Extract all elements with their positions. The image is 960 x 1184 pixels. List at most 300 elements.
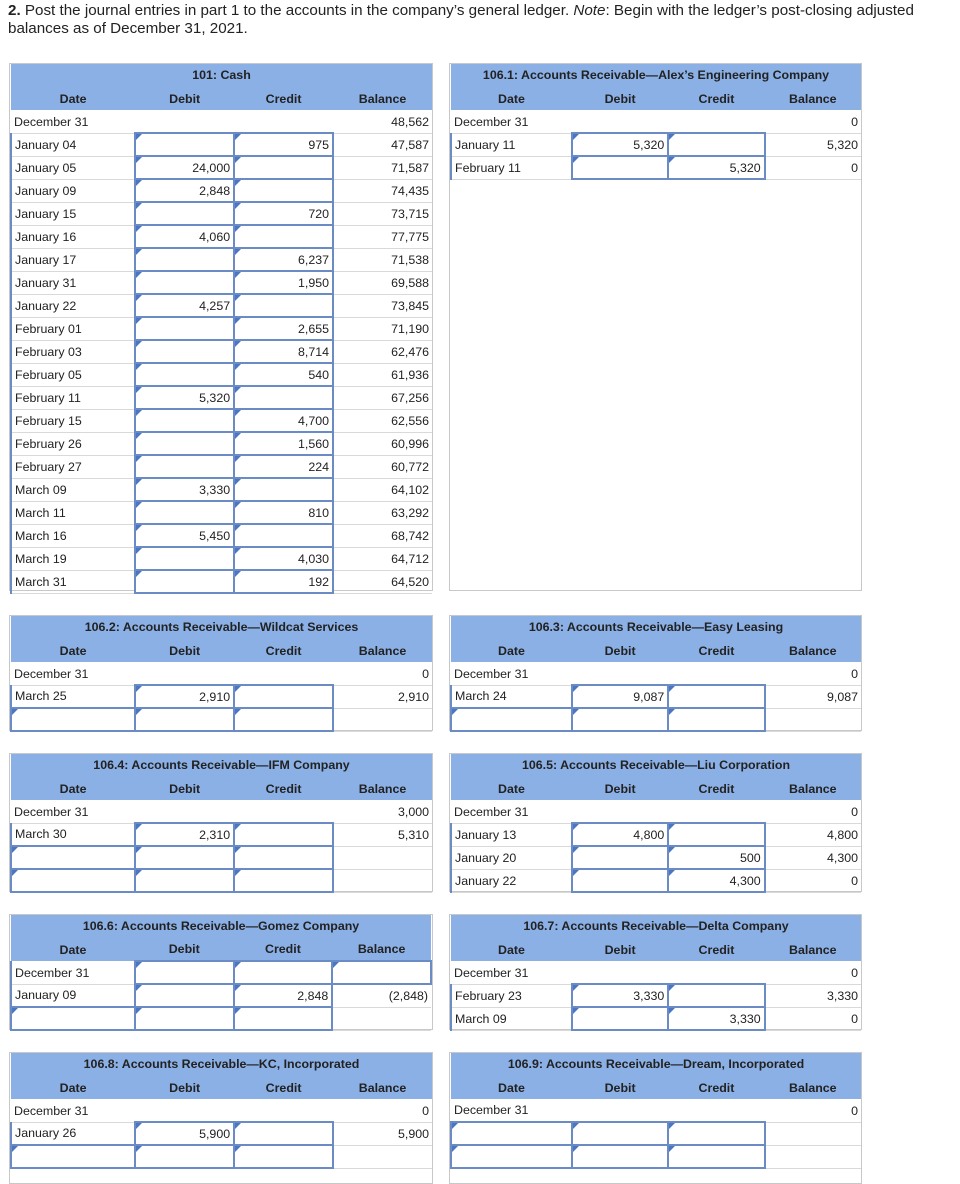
credit-cell[interactable]	[234, 1122, 333, 1145]
debit-cell	[135, 110, 234, 133]
credit-cell[interactable]	[234, 156, 333, 179]
balance-cell: 0	[765, 1099, 861, 1122]
debit-cell	[572, 1099, 668, 1122]
debit-cell[interactable]: 5,320	[135, 386, 234, 409]
question-number: 2.	[8, 2, 21, 19]
column-header-debit: Debit	[572, 639, 668, 662]
ledger-row	[11, 984, 431, 1007]
credit-cell[interactable]	[234, 869, 333, 892]
date-cell[interactable]: February 27	[11, 455, 135, 478]
credit-cell[interactable]: 810	[234, 501, 333, 524]
credit-cell[interactable]	[234, 685, 333, 708]
balance-cell: 71,538	[333, 248, 432, 271]
date-cell[interactable]	[11, 869, 135, 892]
credit-cell[interactable]	[668, 1122, 764, 1145]
date-cell[interactable]: January 20	[451, 846, 572, 869]
date-cell[interactable]: January 04	[11, 133, 135, 156]
ledger-row	[11, 478, 432, 501]
balance-cell: 0	[765, 156, 861, 179]
credit-cell[interactable]	[668, 708, 764, 731]
instruction-note-text: : Begin with the ledger’s post-closing adjusted balances as of December 31, 2021.	[8, 2, 914, 37]
balance-cell: 0	[765, 961, 861, 984]
column-header-debit: Debit	[572, 777, 668, 800]
ledger-row	[11, 271, 432, 294]
credit-cell[interactable]	[234, 846, 333, 869]
column-header-credit: Credit	[234, 639, 333, 662]
credit-cell[interactable]	[234, 478, 333, 501]
column-header-credit: Credit	[668, 639, 764, 662]
credit-cell[interactable]: 720	[234, 202, 333, 225]
ledger-ar-alex	[449, 63, 862, 591]
date-cell[interactable]: January 31	[11, 271, 135, 294]
date-cell[interactable]	[11, 1007, 135, 1030]
balance-cell: 4,800	[765, 823, 861, 846]
date-cell[interactable]: March 11	[11, 501, 135, 524]
ledger-row	[451, 846, 861, 869]
debit-cell[interactable]: 2,310	[135, 823, 234, 846]
debit-cell[interactable]	[572, 708, 668, 731]
ledger-row	[11, 662, 432, 685]
debit-cell[interactable]: 24,000	[135, 156, 234, 179]
column-header-date: Date	[451, 639, 572, 662]
ledger-row	[451, 1099, 861, 1122]
ledger-title: 106.2: Accounts Receivable—Wildcat Services	[11, 616, 432, 639]
credit-cell	[234, 800, 333, 823]
date-cell[interactable]: January 13	[451, 823, 572, 846]
ledger-title: 101: Cash	[11, 64, 432, 87]
debit-cell[interactable]	[135, 248, 234, 271]
balance-cell: 4,300	[765, 846, 861, 869]
balance-cell	[332, 1007, 431, 1030]
debit-cell[interactable]: 3,330	[135, 478, 234, 501]
credit-cell[interactable]: 540	[234, 363, 333, 386]
debit-cell[interactable]: 5,900	[135, 1122, 234, 1145]
ledger-row	[11, 156, 432, 179]
ledger-table	[10, 1053, 432, 1169]
ledger-ar-liu	[449, 753, 862, 892]
date-cell: December 31	[11, 662, 135, 685]
ledger-row	[11, 708, 432, 731]
debit-cell[interactable]: 4,257	[135, 294, 234, 317]
balance-cell	[765, 708, 861, 731]
ledger-table	[450, 64, 861, 180]
date-cell[interactable]: January 22	[11, 294, 135, 317]
balance-cell: 67,256	[333, 386, 432, 409]
ledger-table	[10, 616, 432, 732]
credit-cell[interactable]	[668, 685, 764, 708]
credit-cell[interactable]	[234, 1145, 333, 1168]
ledger-ar-wildcat	[9, 615, 433, 731]
credit-cell[interactable]	[234, 386, 333, 409]
balance-cell: 68,742	[333, 524, 432, 547]
debit-cell	[572, 961, 668, 984]
ledger-title: 106.5: Accounts Receivable—Liu Corporation	[451, 754, 861, 777]
column-header-date: Date	[11, 938, 135, 961]
debit-cell[interactable]	[135, 846, 234, 869]
credit-cell[interactable]: 5,320	[668, 156, 764, 179]
date-cell[interactable]: February 11	[451, 156, 572, 179]
date-cell[interactable]: February 26	[11, 432, 135, 455]
debit-cell[interactable]: 3,330	[572, 984, 668, 1007]
instructions	[8, 2, 953, 38]
ledger-ar-kc	[9, 1052, 433, 1184]
debit-cell[interactable]: 2,910	[135, 685, 234, 708]
debit-cell[interactable]	[135, 708, 234, 731]
date-cell[interactable]	[451, 1145, 572, 1168]
ledger-title: 106.8: Accounts Receivable—KC, Incorporated	[11, 1053, 432, 1076]
ledger-row	[451, 823, 861, 846]
balance-cell: 0	[765, 662, 861, 685]
ledger-table	[10, 754, 432, 893]
column-header-balance: Balance	[333, 639, 432, 662]
column-header-debit: Debit	[135, 777, 234, 800]
ledger-row	[11, 225, 432, 248]
debit-cell[interactable]	[135, 1145, 234, 1168]
ledger-row	[11, 133, 432, 156]
ledger-row	[11, 961, 431, 984]
ledger-table	[10, 915, 432, 1031]
credit-cell	[668, 110, 764, 133]
column-header-balance: Balance	[333, 87, 432, 110]
debit-cell[interactable]	[135, 133, 234, 156]
ledger-row	[451, 800, 861, 823]
date-cell[interactable]	[451, 1122, 572, 1145]
credit-cell[interactable]	[234, 961, 333, 984]
debit-cell[interactable]	[135, 1007, 234, 1030]
debit-cell[interactable]	[135, 202, 234, 225]
balance-cell: 74,435	[333, 179, 432, 202]
balance-cell: 71,587	[333, 156, 432, 179]
credit-cell[interactable]: 975	[234, 133, 333, 156]
debit-cell[interactable]	[135, 984, 234, 1007]
balance-cell: 9,087	[765, 685, 861, 708]
credit-cell[interactable]: 192	[234, 570, 333, 593]
ledger-table	[450, 915, 861, 1031]
date-cell[interactable]	[11, 846, 135, 869]
balance-cell: 3,330	[765, 984, 861, 1007]
credit-cell[interactable]: 1,950	[234, 271, 333, 294]
ledger-row	[11, 1122, 432, 1145]
column-header-balance: Balance	[765, 639, 861, 662]
date-cell: December 31	[11, 800, 135, 823]
balance-cell: 62,556	[333, 409, 432, 432]
credit-cell[interactable]	[234, 708, 333, 731]
debit-cell[interactable]: 4,800	[572, 823, 668, 846]
debit-cell[interactable]	[135, 547, 234, 570]
ledger-ar-dream	[449, 1052, 862, 1184]
ledger-row	[451, 133, 861, 156]
credit-cell[interactable]	[234, 179, 333, 202]
date-cell: December 31	[451, 961, 572, 984]
ledger-title: 106.6: Accounts Receivable—Gomez Company	[11, 915, 431, 938]
column-header-balance: Balance	[332, 938, 431, 961]
credit-cell	[668, 1099, 764, 1122]
date-cell[interactable]: March 25	[11, 685, 135, 708]
date-cell[interactable]: January 26	[11, 1122, 135, 1145]
ledger-row	[11, 501, 432, 524]
balance-cell: 63,292	[333, 501, 432, 524]
column-header-debit: Debit	[135, 87, 234, 110]
debit-cell	[135, 800, 234, 823]
debit-cell[interactable]	[572, 1122, 668, 1145]
ledger-row	[11, 846, 432, 869]
credit-cell	[668, 662, 764, 685]
credit-cell[interactable]	[234, 1007, 333, 1030]
ledger-ar-gomez	[9, 914, 433, 1030]
debit-cell[interactable]	[135, 409, 234, 432]
date-cell[interactable]: January 17	[11, 248, 135, 271]
column-header-debit: Debit	[572, 87, 668, 110]
column-header-balance: Balance	[765, 938, 861, 961]
credit-cell	[668, 961, 764, 984]
debit-cell[interactable]: 5,320	[572, 133, 668, 156]
debit-cell[interactable]	[135, 961, 234, 984]
instruction-text: Post the journal entries in part 1 to the accounts in the company’s general ledger.	[20, 2, 574, 19]
debit-cell[interactable]	[572, 846, 668, 869]
credit-cell[interactable]	[668, 823, 764, 846]
date-cell: December 31	[451, 662, 572, 685]
ledger-row	[451, 984, 861, 1007]
balance-cell: 60,996	[333, 432, 432, 455]
credit-cell[interactable]: 4,030	[234, 547, 333, 570]
credit-cell[interactable]: 2,848	[234, 984, 333, 1007]
credit-cell	[234, 1099, 333, 1122]
ledger-row	[11, 869, 432, 892]
debit-cell[interactable]	[135, 869, 234, 892]
debit-cell[interactable]: 4,060	[135, 225, 234, 248]
credit-cell	[234, 110, 333, 133]
ledger-table	[10, 64, 432, 594]
date-cell: December 31	[451, 110, 572, 133]
column-header-debit: Debit	[572, 1076, 668, 1099]
note-label: Note	[573, 2, 606, 19]
credit-cell[interactable]: 500	[668, 846, 764, 869]
ledger-row	[451, 961, 861, 984]
debit-cell[interactable]	[572, 156, 668, 179]
ledger-title: 106.7: Accounts Receivable—Delta Company	[451, 915, 861, 938]
debit-cell[interactable]	[572, 869, 668, 892]
debit-cell[interactable]	[572, 1145, 668, 1168]
debit-cell	[572, 662, 668, 685]
debit-cell[interactable]	[135, 455, 234, 478]
balance-cell: 0	[765, 869, 861, 892]
ledger-row	[11, 340, 432, 363]
credit-cell[interactable]	[234, 524, 333, 547]
ledger-row	[11, 1007, 431, 1030]
ledger-row	[451, 869, 861, 892]
ledger-title: 106.9: Accounts Receivable—Dream, Incorporated	[451, 1053, 861, 1076]
date-cell[interactable]: January 09	[11, 179, 135, 202]
ledger-row	[11, 317, 432, 340]
date-cell: December 31	[451, 1099, 572, 1122]
credit-cell[interactable]	[234, 823, 333, 846]
date-cell[interactable]: February 15	[11, 409, 135, 432]
debit-cell[interactable]	[135, 317, 234, 340]
ledger-table	[450, 1053, 861, 1169]
column-header-date: Date	[451, 777, 572, 800]
ledger-row	[11, 363, 432, 386]
ledger-row	[11, 386, 432, 409]
ledger-row	[451, 110, 861, 133]
credit-cell[interactable]	[234, 294, 333, 317]
balance-cell: 77,775	[333, 225, 432, 248]
debit-cell[interactable]	[135, 340, 234, 363]
ledger-row	[11, 202, 432, 225]
date-cell[interactable]: March 30	[11, 823, 135, 846]
column-header-date: Date	[11, 639, 135, 662]
debit-cell[interactable]	[135, 501, 234, 524]
date-cell[interactable]: January 22	[451, 869, 572, 892]
date-cell[interactable]: February 03	[11, 340, 135, 363]
column-header-balance: Balance	[333, 777, 432, 800]
ledger-row	[451, 1122, 861, 1145]
date-cell: December 31	[451, 800, 572, 823]
column-header-balance: Balance	[765, 87, 861, 110]
ledger-row	[11, 179, 432, 202]
balance-cell[interactable]	[332, 961, 431, 984]
column-header-date: Date	[451, 1076, 572, 1099]
ledger-title: 106.3: Accounts Receivable—Easy Leasing	[451, 616, 861, 639]
debit-cell[interactable]: 9,087	[572, 685, 668, 708]
date-cell[interactable]: January 11	[451, 133, 572, 156]
ledger-row	[451, 685, 861, 708]
balance-cell: 73,845	[333, 294, 432, 317]
column-header-debit: Debit	[572, 938, 668, 961]
date-cell[interactable]: February 23	[451, 984, 572, 1007]
balance-cell	[765, 1122, 861, 1145]
balance-cell: 3,000	[333, 800, 432, 823]
date-cell[interactable]: February 01	[11, 317, 135, 340]
credit-cell[interactable]: 1,560	[234, 432, 333, 455]
ledger-ar-delta	[449, 914, 862, 1030]
ledger-row	[451, 156, 861, 179]
debit-cell[interactable]: 5,450	[135, 524, 234, 547]
balance-cell: 0	[333, 662, 432, 685]
ledger-title: 106.1: Accounts Receivable—Alex’s Engineering Company	[451, 64, 861, 87]
column-header-date: Date	[451, 87, 572, 110]
ledger-row	[11, 1145, 432, 1168]
balance-cell: 69,588	[333, 271, 432, 294]
date-cell: December 31	[11, 1099, 135, 1122]
ledger-row	[451, 708, 861, 731]
date-cell[interactable]: January 15	[11, 202, 135, 225]
debit-cell	[135, 1099, 234, 1122]
column-header-date: Date	[11, 1076, 135, 1099]
credit-cell[interactable]: 224	[234, 455, 333, 478]
ledger-row	[11, 800, 432, 823]
date-cell[interactable]: March 19	[11, 547, 135, 570]
balance-cell: 2,910	[333, 685, 432, 708]
ledger-row	[11, 1099, 432, 1122]
debit-cell[interactable]	[135, 271, 234, 294]
column-header-credit: Credit	[234, 87, 333, 110]
date-cell[interactable]: March 09	[11, 478, 135, 501]
ledger-row	[11, 823, 432, 846]
credit-cell[interactable]	[668, 133, 764, 156]
balance-cell: (2,848)	[332, 984, 431, 1007]
date-cell[interactable]: March 31	[11, 570, 135, 593]
column-header-balance: Balance	[333, 1076, 432, 1099]
balance-cell: 5,320	[765, 133, 861, 156]
credit-cell[interactable]	[668, 1145, 764, 1168]
ledger-row	[11, 685, 432, 708]
debit-cell	[572, 800, 668, 823]
ledger-ar-ifm	[9, 753, 433, 892]
balance-cell: 5,900	[333, 1122, 432, 1145]
date-cell[interactable]	[11, 708, 135, 731]
column-header-debit: Debit	[135, 938, 234, 961]
balance-cell: 48,562	[333, 110, 432, 133]
credit-cell[interactable]: 4,700	[234, 409, 333, 432]
debit-cell	[572, 110, 668, 133]
credit-cell[interactable]: 2,655	[234, 317, 333, 340]
balance-cell: 61,936	[333, 363, 432, 386]
credit-cell[interactable]: 6,237	[234, 248, 333, 271]
debit-cell[interactable]	[135, 570, 234, 593]
credit-cell	[234, 662, 333, 685]
credit-cell[interactable]	[668, 984, 764, 1007]
column-header-credit: Credit	[668, 1076, 764, 1099]
ledger-row	[11, 432, 432, 455]
credit-cell[interactable]: 8,714	[234, 340, 333, 363]
column-header-date: Date	[11, 777, 135, 800]
date-cell[interactable]: March 09	[451, 1007, 572, 1030]
date-cell[interactable]: March 16	[11, 524, 135, 547]
column-header-balance: Balance	[765, 1076, 861, 1099]
ledger-table	[450, 616, 861, 732]
balance-cell: 0	[765, 800, 861, 823]
ledger-cash	[9, 63, 433, 591]
balance-cell: 62,476	[333, 340, 432, 363]
ledger-title: 106.4: Accounts Receivable—IFM Company	[11, 754, 432, 777]
date-cell[interactable]: January 09	[11, 984, 135, 1007]
credit-cell[interactable]: 4,300	[668, 869, 764, 892]
date-cell[interactable]	[451, 708, 572, 731]
ledger-row	[11, 294, 432, 317]
column-header-date: Date	[11, 87, 135, 110]
date-cell[interactable]: January 05	[11, 156, 135, 179]
ledger-row	[11, 409, 432, 432]
balance-cell: 47,587	[333, 133, 432, 156]
debit-cell[interactable]	[135, 363, 234, 386]
ledger-ar-easy	[449, 615, 862, 731]
ledger-row	[11, 570, 432, 593]
balance-cell	[333, 708, 432, 731]
balance-cell: 64,712	[333, 547, 432, 570]
debit-cell[interactable]: 2,848	[135, 179, 234, 202]
ledger-row	[451, 1145, 861, 1168]
balance-cell: 0	[333, 1099, 432, 1122]
date-cell[interactable]: January 16	[11, 225, 135, 248]
debit-cell[interactable]	[135, 432, 234, 455]
debit-cell[interactable]	[572, 1007, 668, 1030]
ledger-table	[450, 754, 861, 893]
date-cell[interactable]: February 11	[11, 386, 135, 409]
date-cell[interactable]: March 24	[451, 685, 572, 708]
ledger-row	[11, 455, 432, 478]
date-cell[interactable]	[11, 1145, 135, 1168]
balance-cell: 0	[765, 110, 861, 133]
credit-cell[interactable]	[234, 225, 333, 248]
column-header-balance: Balance	[765, 777, 861, 800]
column-header-credit: Credit	[668, 777, 764, 800]
ledger-row	[451, 662, 861, 685]
date-cell[interactable]: February 05	[11, 363, 135, 386]
ledger-row	[451, 1007, 861, 1030]
credit-cell[interactable]: 3,330	[668, 1007, 764, 1030]
balance-cell: 71,190	[333, 317, 432, 340]
column-header-date: Date	[451, 938, 572, 961]
